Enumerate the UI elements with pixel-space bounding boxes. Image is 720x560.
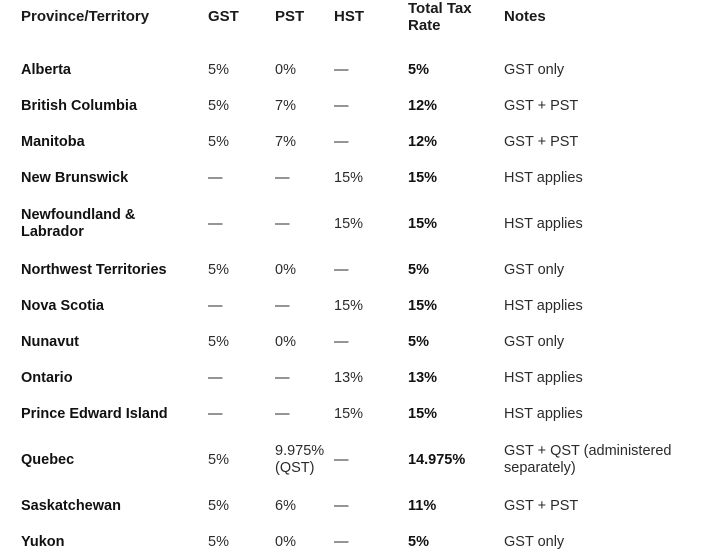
cell-pst: — xyxy=(275,405,290,422)
cell-province: Northwest Territories xyxy=(21,261,167,278)
cell-province: New Brunswick xyxy=(21,169,129,186)
cell-gst: 5% xyxy=(208,533,229,550)
cell-gst: — xyxy=(208,369,223,386)
table-row xyxy=(0,52,720,88)
cell-hst: — xyxy=(334,451,349,468)
cell-total: 13% xyxy=(408,369,438,386)
cell-gst: 5% xyxy=(208,333,229,350)
header-province: Province/Territory xyxy=(21,8,150,25)
cell-notes: GST + PST xyxy=(504,133,579,150)
cell-hst: — xyxy=(334,497,349,514)
cell-gst: 5% xyxy=(208,61,229,78)
cell-gst: — xyxy=(208,297,223,314)
table-row xyxy=(0,196,720,252)
header-notes: Notes xyxy=(504,8,546,25)
table-row xyxy=(0,324,720,360)
cell-notes: HST applies xyxy=(504,405,583,422)
cell-province: Prince Edward Island xyxy=(21,405,168,422)
cell-total: 5% xyxy=(408,333,429,350)
cell-pst: 6% xyxy=(275,497,296,514)
cell-hst: — xyxy=(334,261,349,278)
cell-total: 14.975% xyxy=(408,451,466,468)
cell-notes: GST only xyxy=(504,333,565,350)
table-row xyxy=(0,360,720,396)
cell-pst: — xyxy=(275,369,290,386)
cell-province: Manitoba xyxy=(21,133,85,150)
cell-hst: — xyxy=(334,533,349,550)
cell-gst: 5% xyxy=(208,451,229,468)
cell-notes: HST applies xyxy=(504,215,583,232)
cell-province: Quebec xyxy=(21,451,75,468)
cell-hst: 15% xyxy=(334,215,364,232)
cell-hst: 13% xyxy=(334,369,364,386)
cell-gst: — xyxy=(208,215,223,232)
table-row xyxy=(0,488,720,524)
table-row xyxy=(0,88,720,124)
table-row xyxy=(0,160,720,196)
cell-total: 12% xyxy=(408,133,438,150)
header-pst: PST xyxy=(275,8,305,25)
cell-hst: 15% xyxy=(334,169,364,186)
cell-total: 5% xyxy=(408,533,429,550)
cell-notes: GST + PST xyxy=(504,497,579,514)
cell-gst: 5% xyxy=(208,133,229,150)
cell-pst: 7% xyxy=(275,97,296,114)
cell-notes: GST only xyxy=(504,61,565,78)
cell-pst: — xyxy=(275,297,290,314)
cell-hst: — xyxy=(334,333,349,350)
cell-province: Nunavut xyxy=(21,333,79,350)
cell-hst: — xyxy=(334,61,349,78)
cell-province: Newfoundland & Labrador xyxy=(21,207,136,240)
cell-total: 5% xyxy=(408,261,429,278)
cell-province: British Columbia xyxy=(21,97,138,114)
cell-gst: 5% xyxy=(208,261,229,278)
cell-total: 12% xyxy=(408,97,438,114)
cell-gst: — xyxy=(208,169,223,186)
table-row xyxy=(0,396,720,432)
cell-notes: GST + PST xyxy=(504,97,579,114)
cell-notes: HST applies xyxy=(504,169,583,186)
header-hst: HST xyxy=(334,8,364,25)
table-body xyxy=(0,52,720,560)
cell-gst: 5% xyxy=(208,97,229,114)
cell-province: Ontario xyxy=(21,369,73,386)
cell-pst: 0% xyxy=(275,333,296,350)
cell-pst: 0% xyxy=(275,533,296,550)
table-row xyxy=(0,432,720,488)
cell-notes: GST only xyxy=(504,533,565,550)
table-row xyxy=(0,252,720,288)
header-total-tax-rate: Total Tax Rate xyxy=(408,0,472,34)
cell-pst: 0% xyxy=(275,61,296,78)
table-row xyxy=(0,524,720,560)
header-row xyxy=(0,0,720,52)
cell-total: 15% xyxy=(408,405,438,422)
cell-pst: — xyxy=(275,169,290,186)
cell-notes: GST only xyxy=(504,261,565,278)
cell-notes: HST applies xyxy=(504,369,583,386)
cell-province: Nova Scotia xyxy=(21,297,104,314)
cell-pst: — xyxy=(275,215,290,232)
cell-province: Saskatchewan xyxy=(21,497,121,514)
cell-province: Yukon xyxy=(21,533,65,550)
cell-pst: 9.975% (QST) xyxy=(275,443,325,476)
cell-hst: 15% xyxy=(334,405,364,422)
cell-province: Alberta xyxy=(21,61,71,78)
cell-notes: GST + QST (administered separately) xyxy=(504,443,672,476)
table-row xyxy=(0,288,720,324)
cell-gst: 5% xyxy=(208,497,229,514)
header-gst: GST xyxy=(208,8,239,25)
cell-hst: 15% xyxy=(334,297,364,314)
cell-total: 15% xyxy=(408,215,438,232)
cell-total: 15% xyxy=(408,297,438,314)
cell-notes: HST applies xyxy=(504,297,583,314)
cell-pst: 7% xyxy=(275,133,296,150)
cell-hst: — xyxy=(334,133,349,150)
table-row xyxy=(0,124,720,160)
table-header xyxy=(0,0,720,52)
cell-pst: 0% xyxy=(275,261,296,278)
cell-gst: — xyxy=(208,405,223,422)
cell-total: 5% xyxy=(408,61,429,78)
cell-total: 11% xyxy=(408,497,437,514)
cell-total: 15% xyxy=(408,169,438,186)
cell-hst: — xyxy=(334,97,349,114)
